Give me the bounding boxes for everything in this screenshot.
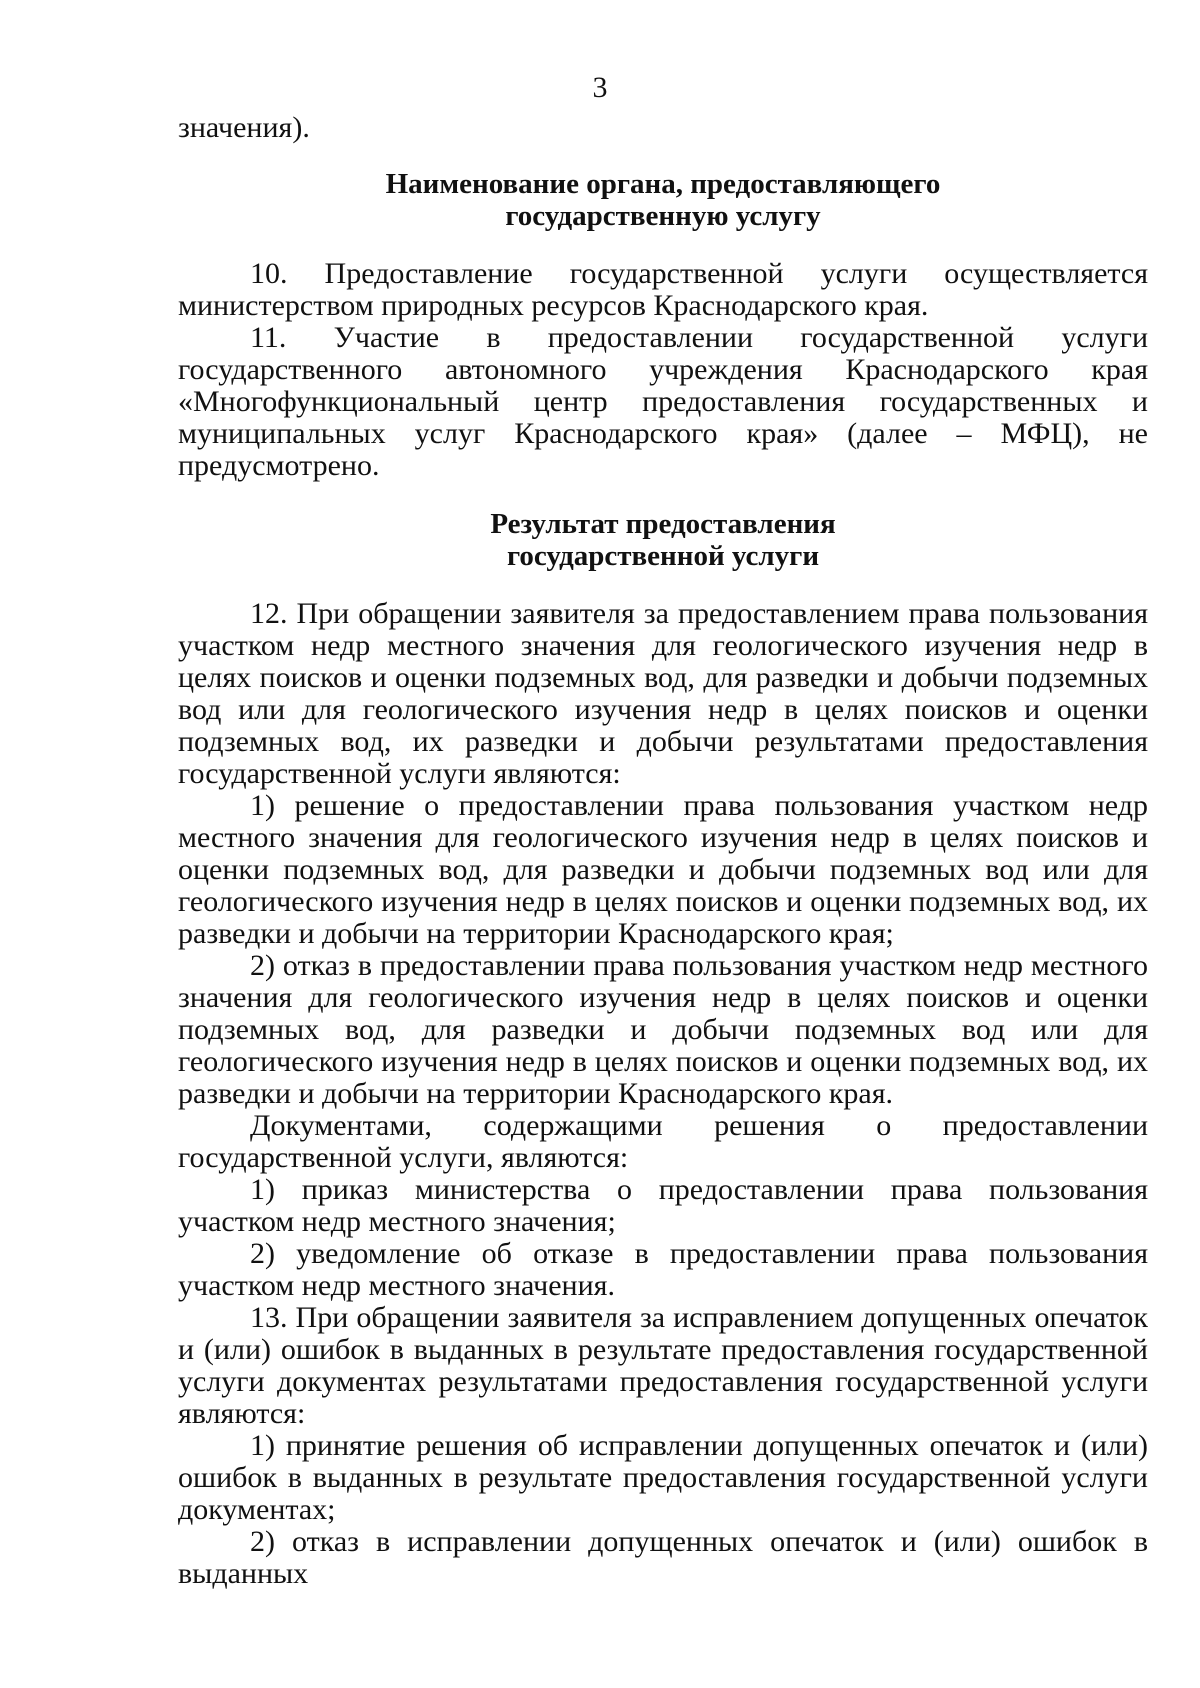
heading-line: Результат предоставления bbox=[490, 508, 836, 540]
heading-line: государственной услуги bbox=[506, 540, 820, 572]
list-item: 2) отказ в исправлении допущенных опечаток и (или) ошибок в выданных bbox=[178, 1525, 1148, 1590]
section-heading-result bbox=[178, 508, 1148, 572]
list-item: 1) решение о предоставлении права пользования участком недр местного значения для геологического изучения недр в целях поисков и оценки подземных вод, для разведки и добычи подземных вод или для геологического изучения недр в целях поисков и оценки подземных вод, их разведки и добычи на территории Краснодарского края; bbox=[178, 789, 1148, 950]
list-item: 2) отказ в предоставлении права пользования участком недр местного значения для геологического изучения недр в целях поисков и оценки подземных вод, для разведки и добычи подземных вод или для геологического изучения недр в целях поисков и оценки подземных вод, их разведки и добычи на территории Краснодарского края. bbox=[178, 949, 1148, 1110]
continuation-text: значения). bbox=[178, 111, 310, 144]
paragraph-10: 10. Предоставление государственной услуги осуществляется министерством природных ресурсов Краснодарского края. bbox=[178, 257, 1148, 322]
list-item: 1) приказ министерства о предоставлении права пользования участком недр местного значения; bbox=[178, 1173, 1148, 1238]
heading-line: государственную услугу bbox=[505, 200, 821, 232]
paragraph-11: 11. Участие в предоставлении государственной услуги государственного автономного учреждения Краснодарского края «Многофункциональный центр предоставления государственных и муниципальных услуг Краснодарского края» (далее – МФЦ), не предусмотрено. bbox=[178, 321, 1148, 482]
document-body bbox=[178, 112, 1148, 1590]
section-heading-authority bbox=[178, 168, 1148, 232]
page-number: 3 bbox=[592, 71, 608, 104]
documents-intro: Документами, содержащими решения о предоставлении государственной услуги, являются: bbox=[178, 1109, 1148, 1174]
list-item: 1) принятие решения об исправлении допущенных опечаток и (или) ошибок в выданных в результате предоставления государственной услуги документах; bbox=[178, 1429, 1148, 1526]
list-item: 2) уведомление об отказе в предоставлении права пользования участком недр местного значения. bbox=[178, 1237, 1148, 1302]
paragraph-13: 13. При обращении заявителя за исправлением допущенных опечаток и (или) ошибок в выданных в результате предоставления государственной услуги документах результатами предоставления государственной услуги являются: bbox=[178, 1301, 1148, 1430]
heading-line: Наименование органа, предоставляющего bbox=[385, 168, 941, 200]
paragraph-12: 12. При обращении заявителя за предоставлением права пользования участком недр местного значения для геологического изучения недр в целях поисков и оценки подземных вод, для разведки и добычи подземных вод или для геологического изучения недр в целях поисков и оценки подземных вод, их разведки и добычи результатами предоставления государственной услуги являются: bbox=[178, 597, 1148, 790]
